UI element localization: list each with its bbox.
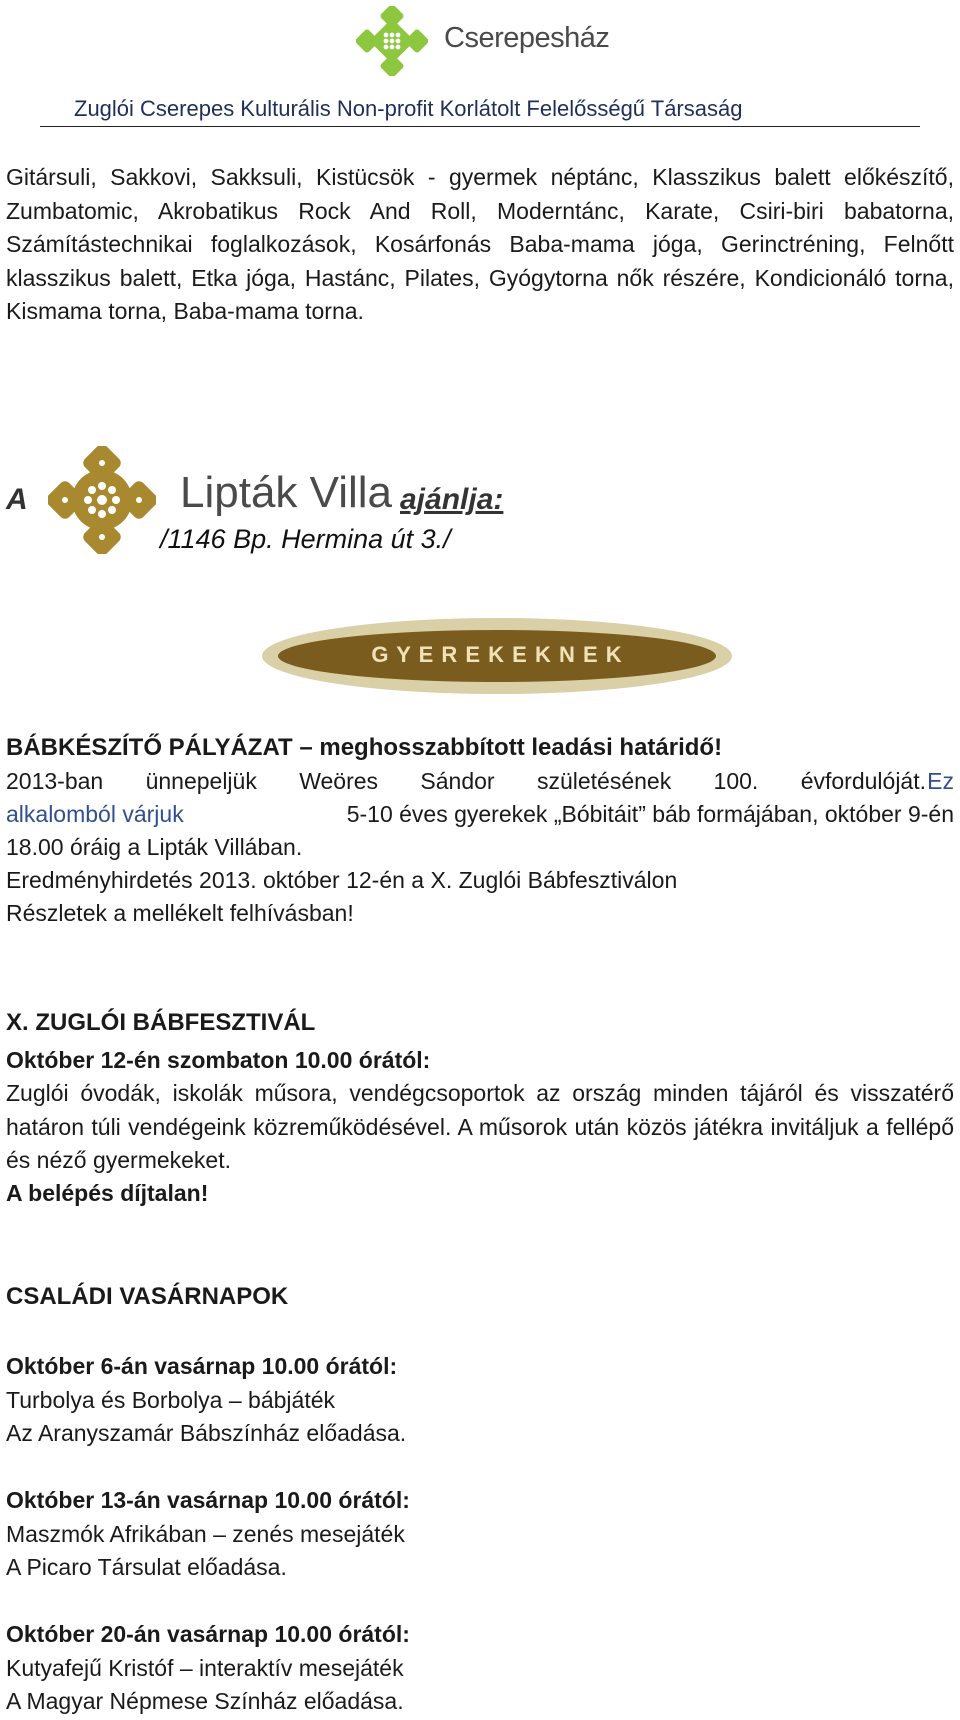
villa-recommends: ajánlja: [400, 483, 504, 516]
villa-address: /1146 Bp. Hermina út 3./ [160, 524, 451, 554]
banner-label: G Y E R E K E K N E K [371, 642, 623, 667]
gyerekeknek-banner [262, 618, 732, 694]
festival-free: A belépés díjtalan! [6, 1180, 209, 1206]
festival-title: X. ZUGLÓI BÁBFESZTIVÁL [6, 1009, 316, 1036]
contest-line-2: alkalomból várjuk 5-10 éves gyerekek „Bóbitáit” báb formájában, október 9-én [6, 801, 954, 827]
company-name: Zuglói Cserepes Kulturális Non-profit Korlátolt Felelősségű Társaság [40, 96, 920, 127]
event-2-date: Október 13-án vasárnap 10.00 órától: [6, 1487, 410, 1513]
event-1-date: Október 6-án vasárnap 10.00 órától: [6, 1353, 398, 1379]
logo-text: Cserepesház [444, 22, 610, 54]
event-3-date: Október 20-án vasárnap 10.00 órától: [6, 1621, 410, 1647]
flower-cross-logo-icon [356, 6, 428, 76]
event-3-by: A Magyar Népmese Színház előadása. [6, 1688, 404, 1714]
contest-line-1: 2013-ban ünnepeljük Weöres Sándor születésének 100. évfordulóját. Ez [6, 768, 954, 794]
festival-text: Zuglói óvodák, iskolák műsora, vendégcsoportok az ország minden tájáról és visszatérő határon túli vendégeink közreműködésével. A műsorok után közös játékra invitáljuk a fellépő és néző gyermekeket. [6, 1080, 954, 1173]
contest-line-3: 18.00 óráig a Lipták Villában. [6, 834, 303, 860]
event-1-show: Turbolya és Borbolya – bábjáték [6, 1387, 336, 1413]
sundays-title: CSALÁDI VASÁRNAPOK [6, 1283, 289, 1310]
event-1-by: Az Aranyszamár Bábszínház előadása. [6, 1420, 407, 1446]
ornament-cross-logo-icon [48, 446, 156, 554]
event-3-show: Kutyafejű Kristóf – interaktív mesejáték [6, 1655, 404, 1681]
contest-title: BÁBKÉSZÍTŐ PÁLYÁZAT – meghosszabbított leadási határidő! [6, 734, 723, 761]
cserepeshaz-logo [356, 6, 610, 76]
festival-date: Október 12-én szombaton 10.00 órától: [6, 1047, 431, 1073]
villa-prefix: A [6, 483, 28, 516]
programs-paragraph: Gitársuli, Sakkovi, Sakksuli, Kistücsök - gyermek néptánc, Klasszikus balett előkészítő, Zumbatomic, Akrobatikus Rock And Roll, Moderntánc, Karate, Csiri-biri babatorna, Számítástechnikai foglalkozások, Kosárfonás Baba-mama jóga, Gerinctréning, Felnőtt klasszikus balett, Etka jóga, Hastánc, Pilates, Gyógytorna nők részére, Kondicionáló torna, Kismama torna, Baba-mama torna. [6, 164, 954, 324]
event-2-show: Maszmók Afrikában – zenés mesejáték [6, 1521, 405, 1547]
contest-line-5: Részletek a mellékelt felhívásban! [6, 900, 354, 926]
contest-line-4: Eredményhirdetés 2013. október 12-én a X. Zuglói Bábfesztiválon [6, 867, 678, 893]
event-2-by: A Picaro Társulat előadása. [6, 1554, 287, 1580]
villa-name: Lipták Villa [180, 468, 392, 517]
